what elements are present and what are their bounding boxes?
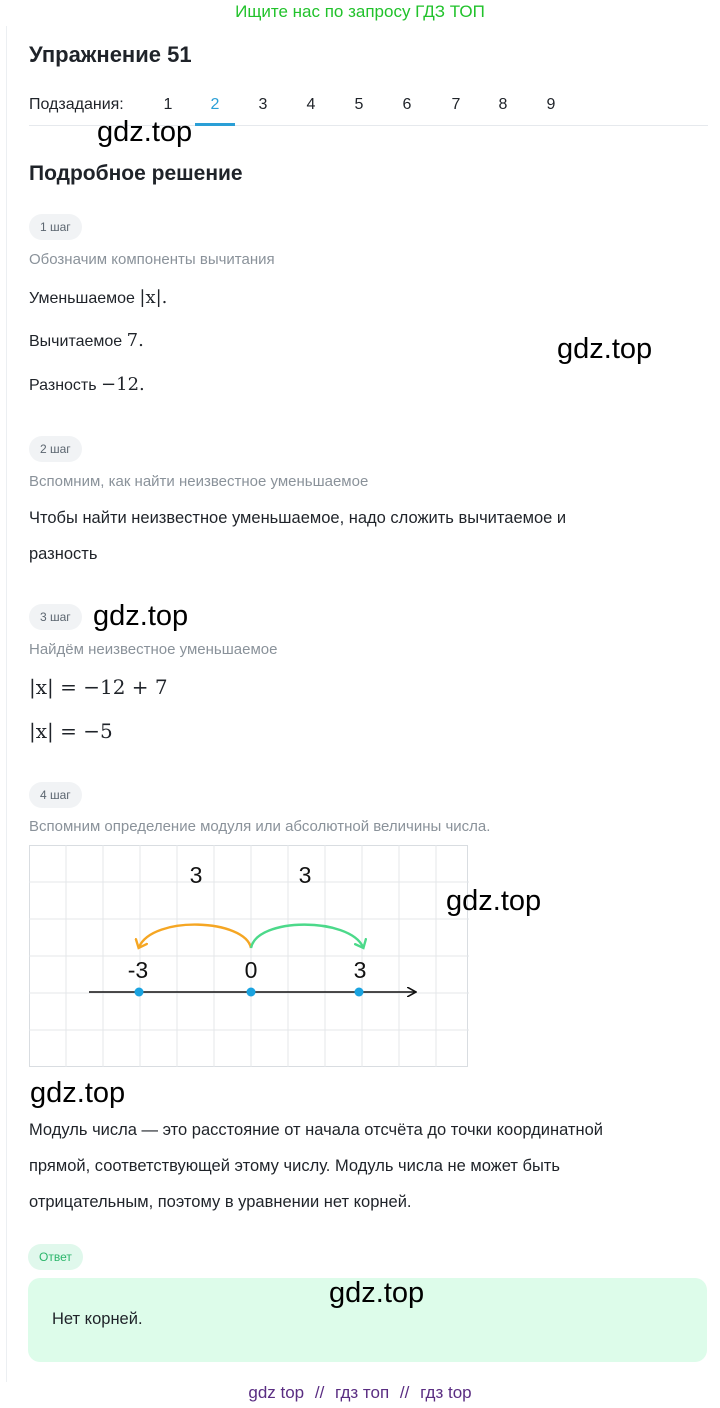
solution-heading: Подробное решение: [29, 162, 243, 185]
answer-chip: Ответ: [28, 1244, 83, 1270]
step-3-chip: 3 шаг: [29, 604, 82, 630]
subtask-tab-6[interactable]: 6: [402, 96, 412, 113]
subtask-tab-7[interactable]: 7: [451, 96, 461, 113]
watermark-6: gdz.top: [329, 1277, 425, 1309]
difference-value: −12.: [101, 374, 145, 395]
subtrahend-label: Вычитаемое: [29, 333, 123, 350]
step-1-line-2: [29, 330, 144, 351]
footer-link-1[interactable]: gdz top: [248, 1383, 305, 1402]
step-3-equation-1: |x| = −12 + 7: [29, 675, 168, 699]
step-4-chip: 4 шаг: [29, 782, 82, 808]
minuend-label: Уменьшаемое: [29, 290, 135, 307]
subtask-tab-8[interactable]: 8: [498, 96, 508, 113]
watermark-2: gdz.top: [557, 333, 653, 365]
subtask-tab-9[interactable]: 9: [546, 96, 556, 113]
watermark-5: gdz.top: [30, 1077, 126, 1109]
point-label-neg3: -3: [127, 957, 149, 983]
left-arc-label: 3: [189, 862, 203, 888]
point-label-3: 3: [353, 957, 367, 983]
step-4-paragraph-line-1: Модуль числа — это расстояние от начала отсчёта до точки координатной: [29, 1121, 603, 1139]
exercise-title: Упражнение 51: [29, 42, 192, 67]
subtask-tab-3[interactable]: 3: [258, 96, 268, 113]
footer-separator-2: //: [399, 1383, 410, 1402]
subtask-tab-1[interactable]: 1: [163, 96, 173, 113]
watermark-4: gdz.top: [446, 885, 542, 917]
point-0: [247, 988, 256, 997]
number-line-diagram: [29, 845, 469, 1067]
point-3: [355, 988, 364, 997]
step-1-chip: 1 шаг: [29, 214, 82, 240]
step-4-paragraph-line-3: отрицательным, поэтому в уравнении нет корней.: [29, 1193, 412, 1211]
step-3-desc: Найдём неизвестное уменьшаемое: [29, 641, 278, 658]
subtask-tab-4[interactable]: 4: [306, 96, 316, 113]
step-2-text-line-2: разность: [29, 545, 98, 563]
content-card: [6, 26, 720, 1382]
difference-label: Разность: [29, 377, 97, 394]
step-2-text-line-1: Чтобы найти неизвестное уменьшаемое, надо сложить вычитаемое и: [29, 509, 567, 527]
step-3-equation-2: |x| = −5: [29, 719, 113, 743]
point-label-0: 0: [244, 957, 258, 983]
step-2-desc: Вспомним, как найти неизвестное уменьшаемое: [29, 473, 369, 490]
watermark-1: gdz.top: [97, 116, 193, 148]
point-neg3: [135, 988, 144, 997]
step-4-paragraph-line-2: прямой, соответствующей этому числу. Модуль числа не может быть: [29, 1157, 560, 1175]
step-4-desc: Вспомним определение модуля или абсолютной величины числа.: [29, 818, 491, 835]
step-2-chip: 2 шаг: [29, 436, 82, 462]
subtasks-label: Подзадания:: [29, 96, 124, 113]
footer-link-3[interactable]: гдз top: [420, 1383, 472, 1402]
footer-link-2[interactable]: гдз топ: [335, 1383, 390, 1402]
step-1-line-1: [29, 287, 167, 308]
right-arc-label: 3: [298, 862, 312, 888]
step-1-desc: Обозначим компоненты вычитания: [29, 251, 275, 268]
minuend-value: |x|.: [139, 287, 168, 308]
footer-separator-1: //: [314, 1383, 325, 1402]
answer-text: Нет корней.: [52, 1310, 143, 1328]
active-tab-indicator: [195, 123, 235, 126]
watermark-3: gdz.top: [93, 600, 189, 632]
subtask-tab-5[interactable]: 5: [354, 96, 364, 113]
subtask-tab-2[interactable]: 2: [210, 96, 220, 113]
search-banner: Ищите нас по запросу ГДЗ ТОП: [235, 2, 485, 21]
subtrahend-value: 7.: [126, 330, 144, 351]
step-1-line-3: [29, 374, 145, 395]
footer-links: [0, 1383, 720, 1403]
